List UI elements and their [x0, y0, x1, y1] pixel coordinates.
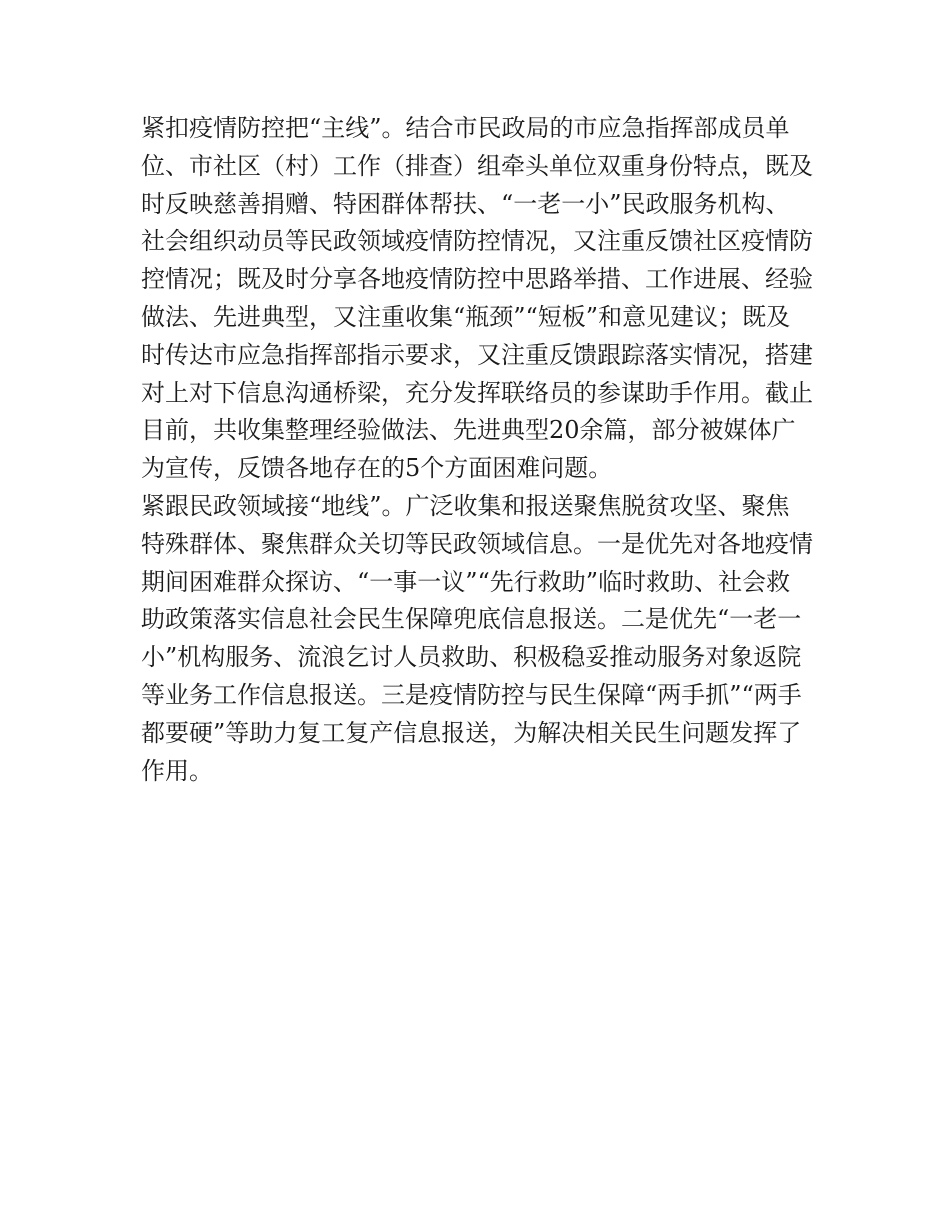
- paragraph-civil-affairs: 紧跟民政领域接“地线”。广泛收集和报送聚焦脱贫攻坚、聚焦特殊群体、聚焦群众关切等民政领域信息。一是优先对各地疫情期间困难群众探访、“一事一议”“先行救助”临时救助、社会救助政策落实信息社会民生保障兜底信息报送。二是优先“一老一小”机构服务、流浪乞讨人员救助、积极稳妥推动服务对象返院等业务工作信息报送。三是疫情防控与民生保障“两手抓”“两手都要硬”等助力复工复产信息报送，为解决相关民生问题发挥了作用。: [141, 491, 813, 785]
- paragraph-epidemic-prevention: 紧扣疫情防控把“主线”。结合市民政局的市应急指挥部成员单位、市社区（村）工作（排查）组牵头单位双重身份特点，既及时反映慈善捐赠、特困群体帮扶、“一老一小”民政服务机构、社会组织动员等民政领域疫情防控情况，又注重反馈社区疫情防控情况；既及时分享各地疫情防控中思路举措、工作进展、经验做法、先进典型，又注重收集“瓶颈”“短板”和意见建议；既及时传达市应急指挥部指示要求，又注重反馈跟踪落实情况，搭建对上对下信息沟通桥梁，充分发挥联络员的参谋助手作用。截止目前，共收集整理经验做法、先进典型20余篇，部分被媒体广为宣传，反馈各地存在的5个方面困难问题。: [141, 114, 813, 483]
- document-body: [141, 110, 813, 790]
